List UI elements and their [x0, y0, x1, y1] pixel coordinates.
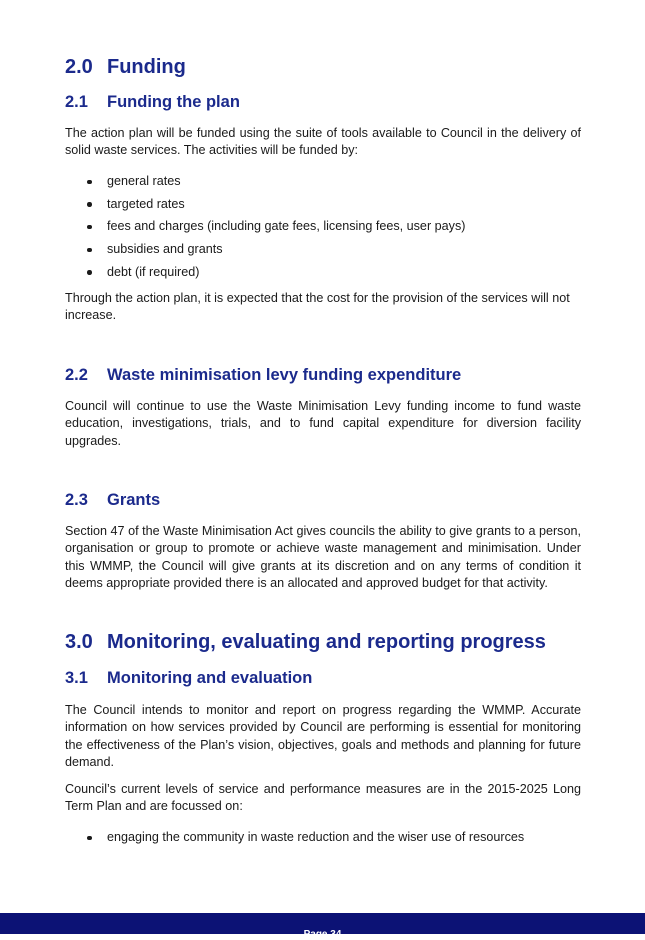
heading-monitoring-evaluation: [65, 669, 312, 688]
funding-sources-list: [85, 173, 465, 286]
heading-grants: [65, 491, 160, 510]
list-item: targeted rates: [85, 196, 465, 219]
heading-title: Monitoring and evaluation: [107, 669, 313, 687]
heading-title: Funding: [107, 56, 186, 78]
page-number: Page 34: [303, 929, 342, 940]
heading-levy-expenditure: [65, 366, 461, 385]
heading-number: 2.0: [65, 56, 93, 78]
bullet-icon: [87, 248, 92, 253]
heading-funding: [65, 56, 186, 79]
heading-number: 3.0: [65, 631, 93, 653]
grants-body: Section 47 of the Waste Minimisation Act gives councils the ability to give grants to a person, organisation or group to promote or achieve waste management and minimisation. Under this WMMP, the Council will give grants at its discretion and on any terms of condition it deems appropriate provided there is an allocated and approved budget for that activity.: [65, 524, 581, 591]
heading-number: 3.1: [65, 669, 88, 687]
list-item: general rates: [85, 173, 465, 196]
list-item: subsidies and grants: [85, 241, 465, 264]
monitoring-body-2: Council’s current levels of service and performance measures are in the 2015-2025 Long Term Plan and are focussed on:: [65, 782, 581, 814]
service-focus-list: [85, 829, 524, 852]
monitoring-body-1: The Council intends to monitor and report on progress regarding the WMMP. Accurate information on how services provided by Council are performing is essential for monitoring the effectiveness of the Plan’s vision, objectives, goals and methods and planning for future demand.: [65, 703, 581, 770]
funding-plan-outro: Through the action plan, it is expected that the cost for the provision of the services will not increase.: [65, 291, 570, 323]
bullet-icon: [87, 202, 92, 207]
list-item: engaging the community in waste reduction and the wiser use of resources: [85, 829, 524, 852]
heading-funding-the-plan: [65, 93, 240, 112]
list-item: fees and charges (including gate fees, licensing fees, user pays): [85, 218, 465, 241]
heading-title: Monitoring, evaluating and reporting progress: [107, 631, 546, 653]
page-footer: [0, 913, 645, 940]
heading-number: 2.1: [65, 93, 88, 111]
bullet-icon: [87, 836, 92, 841]
levy-body: Council will continue to use the Waste Minimisation Levy funding income to fund waste education, investigations, trials, and to fund capital expenditure for diversion facility upgrades.: [65, 399, 581, 448]
bullet-icon: [87, 180, 92, 185]
bullet-icon: [87, 270, 92, 275]
heading-title: Waste minimisation levy funding expenditure: [107, 366, 462, 384]
heading-monitoring: [65, 631, 546, 654]
funding-plan-intro: The action plan will be funded using the suite of tools available to Council in the delivery of solid waste services. The activities will be funded by:: [65, 126, 581, 158]
heading-title: Funding the plan: [107, 93, 240, 111]
list-item: debt (if required): [85, 264, 465, 287]
heading-title: Grants: [107, 491, 161, 509]
bullet-icon: [87, 225, 92, 230]
heading-number: 2.3: [65, 491, 88, 509]
heading-number: 2.2: [65, 366, 88, 384]
